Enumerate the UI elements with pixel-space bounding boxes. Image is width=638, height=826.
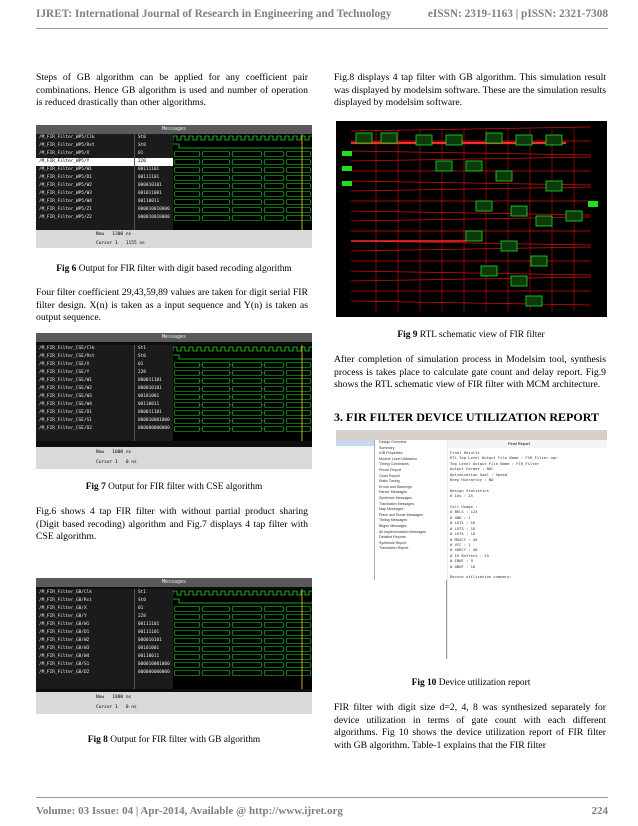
rtl-cell xyxy=(511,206,527,216)
rtl-schematic-drawing xyxy=(336,121,607,317)
signal-value: 00111101 xyxy=(138,630,160,635)
report-line: # LUT3 : 18 xyxy=(450,525,476,531)
fig8-now-value: 1000 ns xyxy=(112,695,132,700)
waveform-trace xyxy=(174,379,311,384)
signal-value: St0 xyxy=(138,354,146,359)
fig8-signal-names xyxy=(36,589,134,689)
fig6-now-value: 1300 ns xyxy=(112,232,132,237)
rtl-cell xyxy=(381,133,397,143)
waveform-trace xyxy=(174,152,311,157)
fig6-signal-names xyxy=(36,134,134,230)
waveform-trace xyxy=(174,363,311,368)
waveform-trace xyxy=(174,192,311,197)
signal-name[interactable]: /M_FIR_Filter_WP5/Z2 xyxy=(39,215,92,220)
rtl-input-port xyxy=(342,181,352,186)
signal-value: 00110011 xyxy=(138,199,160,204)
right-para-2: After completion of simulation process in Modelsim tool, synthesis process is takes place to calculate gate count and delay report. Fig.9 shows the RTL schematic view of FIR filter with MCM architecture. xyxy=(334,354,606,391)
fig9-caption: Fig 9 RTL schematic view of FIR filter xyxy=(397,330,545,340)
tree-item[interactable]: Design Overview xyxy=(379,440,407,444)
fig7-signal-names xyxy=(36,345,134,441)
rtl-wire xyxy=(351,127,591,131)
fig10-device-utilization-window xyxy=(336,430,607,659)
rtl-wire xyxy=(351,151,591,155)
rtl-cell xyxy=(486,133,502,143)
signal-value: 00110011 xyxy=(138,402,160,407)
waveform-trace xyxy=(173,355,312,359)
fig8-signal-values xyxy=(134,589,173,689)
signal-value: St1 xyxy=(138,346,146,351)
footer-volume: Volume: 03 Issue: 04 | Apr-2014, Available @ http://www.ijret.org xyxy=(36,805,343,817)
fig6-caption: Fig 6 Output for FIR filter with digit based recoding algorithm xyxy=(56,264,292,274)
fig8-waveform xyxy=(173,589,312,689)
signal-name[interactable]: /M_FIR_Filter_GB/Clk xyxy=(39,590,92,595)
rtl-cell xyxy=(466,231,482,241)
fig7-status-bar xyxy=(36,447,312,469)
report-line: Output Format : NGC xyxy=(450,466,494,472)
signal-name[interactable]: /M_FIR_Filter_WP5/W3 xyxy=(39,191,92,196)
signal-name[interactable]: /M_FIR_Filter_CSE/Clk xyxy=(39,346,95,351)
footer-rule xyxy=(36,797,608,798)
signal-value: 01 xyxy=(138,606,144,611)
waveform-trace xyxy=(174,200,311,205)
signal-value: 00101001 xyxy=(138,394,160,399)
rtl-cell xyxy=(466,161,482,171)
synthesis-report-text xyxy=(448,448,607,659)
signal-name[interactable]: /M_FIR_Filter_CSE/X xyxy=(39,362,90,367)
tree-item[interactable]: Place and Route Messages xyxy=(379,512,423,517)
signal-value: 00110011 xyxy=(138,654,160,659)
waveform-trace xyxy=(174,387,311,392)
signal-value: 00101001 xyxy=(138,646,160,651)
signal-value: 000010101 xyxy=(138,183,162,188)
waveform-trace xyxy=(174,639,311,644)
signal-value: 228 xyxy=(138,370,146,375)
waveform-trace xyxy=(174,208,311,213)
fig8-cursor-label: Cursor 1 xyxy=(96,705,118,710)
fig7-messages-header: Messages xyxy=(36,333,312,342)
signal-value: 228 xyxy=(138,614,146,619)
tree-item[interactable]: IOB Properties xyxy=(379,451,403,456)
fig9-rtl-schematic xyxy=(336,121,607,317)
waveform-trace xyxy=(174,427,311,432)
signal-name[interactable]: /M_FIR_Filter_GB/W1 xyxy=(39,622,90,627)
report-line: Design Statistics xyxy=(450,487,489,493)
signal-value: 000000000000 xyxy=(138,670,170,675)
waveform-trace xyxy=(174,168,311,173)
signal-name[interactable]: /M_FIR_Filter_WP5/D1 xyxy=(39,175,92,180)
signal-value: St1 xyxy=(138,590,146,595)
rtl-cell xyxy=(446,135,462,145)
tree-item[interactable]: Errors and Warnings xyxy=(379,484,412,489)
report-line: # MUXCY : 40 xyxy=(450,536,478,542)
signal-name[interactable]: /M_FIR_Filter_CSE/W3 xyxy=(39,394,92,399)
signal-name[interactable]: /M_FIR_Filter_CSE/W2 xyxy=(39,386,92,391)
rtl-cell xyxy=(566,211,582,221)
tree-item[interactable]: Summary xyxy=(379,445,395,450)
signal-value: 01 xyxy=(138,362,144,367)
waveform-trace xyxy=(174,395,311,400)
waveform-trace xyxy=(173,136,312,140)
tree-item[interactable]: Module Level Utilization xyxy=(379,456,417,461)
rtl-wire xyxy=(351,271,591,275)
report-line: # IO Buffers : 25 xyxy=(450,552,489,558)
fig6-signal-values xyxy=(134,134,173,230)
signal-name[interactable]: /M_FIR_Filter_GB/Rst xyxy=(39,598,92,603)
signal-name[interactable]: /M_FIR_Filter_WP5/Z1 xyxy=(39,207,92,212)
signal-name[interactable]: /M_FIR_Filter_WP5/Clk xyxy=(39,135,95,140)
signal-name[interactable]: /M_FIR_Filter_CSE/D1 xyxy=(39,410,92,415)
signal-value: 00111101 xyxy=(138,622,160,627)
fig7-now-label: Now xyxy=(96,450,105,455)
report-line: Keep Hierarchy : NO xyxy=(450,477,494,483)
rtl-wire xyxy=(351,157,591,161)
waveform-trace xyxy=(174,216,311,221)
tree-item[interactable]: Bitgen Messages xyxy=(379,523,407,528)
right-para-1: Fig.8 displays 4 tap filter with GB algorithm. This simulation result was displayed by modelsim software. These are the simulation results displayed by modelsim software. xyxy=(334,72,606,109)
signal-name[interactable]: /M_FIR_Filter_WP5/Rst xyxy=(39,143,95,148)
report-line: Cell Usage : xyxy=(450,504,478,510)
signal-name[interactable]: /M_FIR_Filter_GB/Y xyxy=(39,614,87,619)
fig6-modelsim-wave xyxy=(36,125,312,248)
rtl-cell xyxy=(531,256,547,266)
tree-item[interactable]: Detailed Reports xyxy=(379,535,406,540)
rtl-wire xyxy=(351,211,591,215)
report-line: Top Level Output File Name : FIR_Filter xyxy=(450,460,540,466)
tree-item[interactable]: Pinout Report xyxy=(379,467,401,472)
rtl-cell xyxy=(496,171,512,181)
report-line: # IOs : 25 xyxy=(450,493,473,499)
report-title-bar: Final Report xyxy=(448,440,607,449)
rtl-wire xyxy=(351,301,591,305)
signal-value: 000010101 xyxy=(138,638,162,643)
tree-item[interactable]: Synthesis Messages xyxy=(379,495,412,500)
waveform-trace xyxy=(174,371,311,376)
report-line: # LUT4 : 18 xyxy=(450,531,476,537)
waveform-trace xyxy=(173,599,312,603)
issn: eISSN: 2319-1163 | pISSN: 2321-7308 xyxy=(427,8,608,20)
waveform-trace xyxy=(174,160,311,165)
signal-name[interactable]: /M_FIR_Filter_GB/X xyxy=(39,606,87,611)
signal-name[interactable]: /M_FIR_Filter_CSE/W4 xyxy=(39,402,92,407)
rtl-cell xyxy=(481,266,497,276)
waveform-trace xyxy=(173,591,312,595)
waveform-trace xyxy=(174,176,311,181)
waveform-trace xyxy=(174,655,311,660)
signal-name[interactable]: /M_FIR_Filter_GB/W3 xyxy=(39,646,90,651)
signal-value: 00111101 xyxy=(138,167,160,172)
tree-item[interactable]: Clock Report xyxy=(379,473,400,478)
signal-name[interactable]: /M_FIR_Filter_GB/W4 xyxy=(39,654,90,659)
fig6-cursor-value: 1155 ns xyxy=(125,241,145,246)
signal-value: 00111101 xyxy=(138,175,160,180)
rtl-input-port xyxy=(342,151,352,156)
waveform-trace xyxy=(174,403,311,408)
rtl-cell xyxy=(546,135,562,145)
waveform-trace xyxy=(174,671,311,676)
signal-value: 000010001000 xyxy=(138,662,170,667)
waveform-trace xyxy=(174,615,311,620)
fig8-status-bar xyxy=(36,692,312,714)
rtl-cell xyxy=(516,135,532,145)
tree-item[interactable]: Static Timing xyxy=(379,479,400,484)
fig8-now-label: Now xyxy=(96,695,105,700)
journal-name: IJRET: International Journal of Research in Engineering and Technology xyxy=(36,8,392,20)
report-line: Final Results xyxy=(450,450,480,455)
signal-name[interactable]: /M_FIR_Filter_CSE/Y xyxy=(39,370,90,375)
report-line: # VCC : 1 xyxy=(450,541,471,547)
left-para-3: Fig.6 shows 4 tap FIR filter with without partial product sharing (Digit based recoding) algorithm and Fig.7 displays 4 tap filter with CSE algorithm. xyxy=(36,506,308,543)
signal-value: 000010010000 xyxy=(138,207,170,212)
signal-name[interactable]: /M_FIR_Filter_GB/D2 xyxy=(39,670,90,675)
tree-item[interactable]: Translation Messages xyxy=(379,501,415,506)
signal-name[interactable]: /M_FIR_Filter_WP5/Y xyxy=(36,158,134,166)
rtl-cell xyxy=(436,161,452,171)
signal-value: 000000000000 xyxy=(138,426,170,431)
rtl-wire xyxy=(351,277,591,281)
rtl-cell xyxy=(476,201,492,211)
report-line: Optimization Goal : Speed xyxy=(450,471,508,477)
fig8-caption: Fig 8 Output for FIR filter with GB algorithm xyxy=(87,735,261,745)
fig10-caption: Fig 10 Device utilization report xyxy=(411,678,531,688)
fig7-cursor-value: 0 ns xyxy=(125,460,137,465)
signal-name[interactable]: /M_FIR_Filter_CSE/W1 xyxy=(39,378,92,383)
fig6-messages-header: Messages xyxy=(36,125,312,134)
signal-value: 001011001 xyxy=(138,191,162,196)
running-footer xyxy=(36,805,608,817)
signal-name[interactable]: /M_FIR_Filter_GB/D1 xyxy=(39,630,90,635)
rtl-cell xyxy=(536,216,552,226)
rtl-output-port xyxy=(588,201,598,207)
signal-name[interactable]: /M_FIR_Filter_WP5/W4 xyxy=(39,199,92,204)
waveform-trace xyxy=(173,347,312,351)
signal-value: 01 xyxy=(138,151,144,156)
report-line: # BELS : 124 xyxy=(450,509,478,515)
tree-item[interactable]: Parser Messages xyxy=(379,490,407,495)
rtl-wire xyxy=(351,247,591,251)
signal-name[interactable]: /M_FIR_Filter_CSE/S1 xyxy=(39,418,92,423)
rtl-cell xyxy=(416,135,432,145)
signal-name[interactable]: /M_FIR_Filter_WP5/W1 xyxy=(39,167,92,172)
signal-value: St0 xyxy=(138,143,146,148)
report-line: # OBUF : 16 xyxy=(450,563,476,569)
report-line: # XORCY : 40 xyxy=(450,547,478,553)
fig7-signal-values xyxy=(134,345,173,441)
report-line: Device utilization summary: xyxy=(450,574,512,580)
signal-value: 000011101 xyxy=(138,410,162,415)
waveform-trace xyxy=(174,647,311,652)
fig6-status-bar xyxy=(36,230,312,248)
rtl-input-port xyxy=(342,166,352,171)
fig7-caption: Fig 7 Output for FIR filter with CSE algorithm xyxy=(85,482,263,492)
fig8-cursor-value: 0 ns xyxy=(125,705,137,710)
fig8-messages-header: Messages xyxy=(36,578,312,587)
signal-name[interactable]: /M_FIR_Filter_CSE/Rst xyxy=(39,354,95,359)
tree-item[interactable]: Timing Messages xyxy=(379,518,408,523)
rtl-cell xyxy=(356,133,372,143)
waveform-trace xyxy=(174,631,311,636)
footer-page-number: 224 xyxy=(591,805,608,817)
rtl-wire xyxy=(351,217,591,221)
signal-value: 000010001000 xyxy=(138,418,170,423)
signal-name[interactable]: /M_FIR_Filter_GB/W2 xyxy=(39,638,90,643)
ise-toolbar xyxy=(336,430,607,440)
fig6-now-label: Now xyxy=(96,232,105,237)
fig8-modelsim-wave xyxy=(36,578,312,714)
tree-item[interactable]: Translation Report xyxy=(379,546,409,551)
fig7-waveform xyxy=(173,345,312,441)
left-para-2: Four filter coefficient 29,43,59,89 values are taken for digit serial FIR filter design. X(n) is taken as a input sequence and Y(n) is taken as output sequence. xyxy=(36,287,308,324)
rtl-cell xyxy=(526,296,542,306)
design-summary-tree xyxy=(374,440,447,580)
signal-value: 000011101 xyxy=(138,378,162,383)
report-line: # LUT2 : 16 xyxy=(450,520,476,526)
waveform-trace xyxy=(173,144,312,148)
waveform-trace xyxy=(174,411,311,416)
signal-value: 000010010000 xyxy=(138,215,170,220)
waveform-trace xyxy=(174,184,311,189)
signal-value: St0 xyxy=(138,135,146,140)
signal-name[interactable]: /M_FIR_Filter_WP5/X xyxy=(39,151,90,156)
rtl-cell xyxy=(511,276,527,286)
signal-value: 000010101 xyxy=(138,386,162,391)
fig6-waveform xyxy=(173,134,312,230)
signal-value: 220 xyxy=(135,158,173,166)
waveform-trace xyxy=(174,607,311,612)
signal-name[interactable]: /M_FIR_Filter_GB/S1 xyxy=(39,662,90,667)
tree-item[interactable]: Map Messages xyxy=(379,507,404,512)
report-line: # IBUF : 9 xyxy=(450,558,473,564)
fig7-now-value: 1000 ns xyxy=(112,450,132,455)
fig7-cursor-label: Cursor 1 xyxy=(96,460,118,465)
left-para-1: Steps of GB algorithm can be applied for any coefficient pair combinations. Hence GB algorithm is used and number of operation is reduced drastically than other algorithms. xyxy=(36,72,308,109)
waveform-trace xyxy=(174,419,311,424)
rtl-cell xyxy=(546,181,562,191)
waveform-trace xyxy=(174,663,311,668)
tree-item[interactable]: Timing Constraints xyxy=(379,462,409,467)
right-para-3: FIR filter with digit size d=2, 4, 8 was synthesized separately for device utilization in terms of gate count with each different algorithms. Fig 10 shows the device utilization report of FIR filter with GB algorithm. Table-1 explains that the FIR filter xyxy=(334,702,606,751)
fig6-cursor-label: Cursor 1 xyxy=(96,241,118,246)
tree-item[interactable]: Synthesis Report xyxy=(379,540,407,545)
rtl-cell xyxy=(501,241,517,251)
signal-name[interactable]: /M_FIR_Filter_CSE/D2 xyxy=(39,426,92,431)
header-rule xyxy=(36,28,608,29)
signal-name[interactable]: /M_FIR_Filter_WP5/W2 xyxy=(39,183,92,188)
fig7-modelsim-wave xyxy=(36,333,312,469)
waveform-trace xyxy=(174,623,311,628)
running-header xyxy=(36,8,608,20)
report-line: RTL Top Level Output File Name : FIR_Filter.ngr xyxy=(450,455,558,461)
signal-value: St0 xyxy=(138,598,146,603)
report-line: # GND : 1 xyxy=(450,514,471,520)
section-heading: 3. FIR FILTER DEVICE UTILIZATION REPORT xyxy=(334,410,599,424)
tree-item[interactable]: All Implementation Messages xyxy=(379,529,426,534)
